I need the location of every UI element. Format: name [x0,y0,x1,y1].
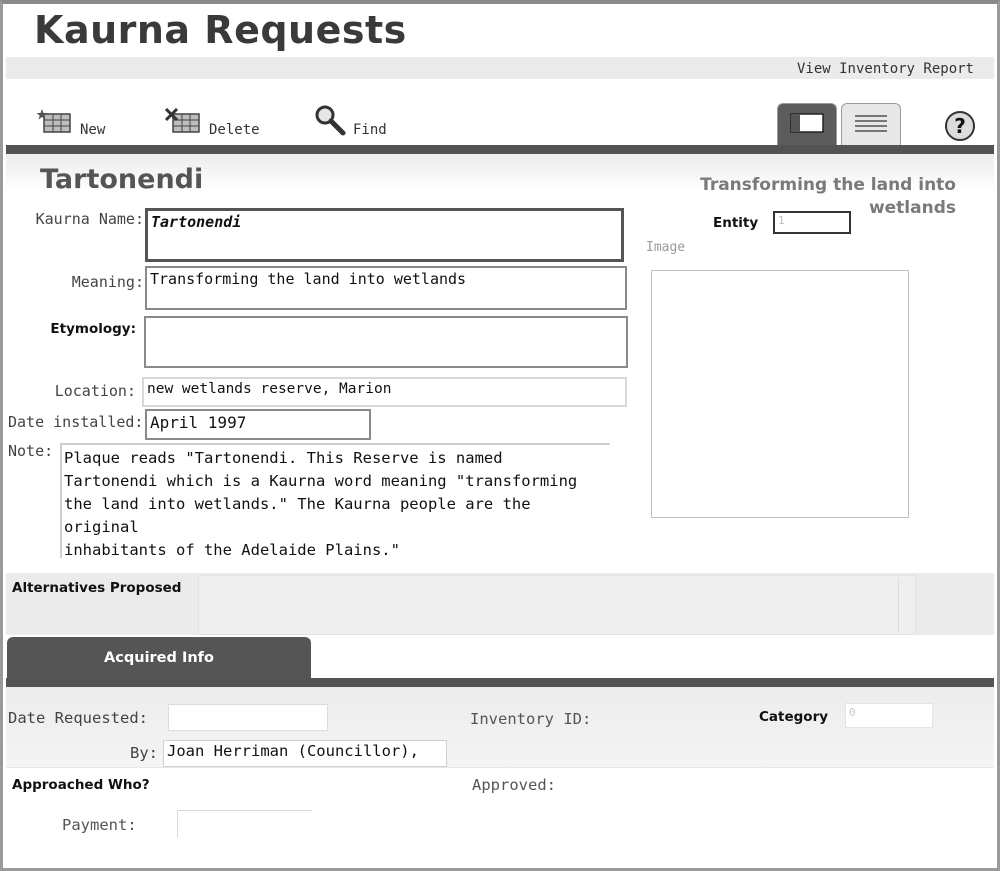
help-button[interactable] [944,110,976,142]
new-record-icon [36,108,74,140]
image-label: Image [646,240,686,255]
list-view-icon [854,113,888,137]
entity-label: Entity [713,215,759,231]
note-field[interactable]: Plaque reads "Tartonendi. This Reserve is named Tartonendi which is a Kaurna word meaning "transforming the land into wetlands." The Kaurna people are the original inhabitants of the Adelaide Plains." [60,443,610,558]
payment-field[interactable] [177,810,312,838]
form-view-icon [790,113,824,137]
image-container[interactable] [651,270,909,518]
location-label: Location: [54,382,136,400]
category-field[interactable]: 0 [845,703,933,728]
help-icon [944,110,976,142]
etymology-label: Etymology: [50,321,136,337]
category-label: Category [759,709,829,725]
find-button-label: Find [353,122,387,138]
form-view-tab[interactable] [777,103,837,145]
date-requested-label: Date Requested: [8,709,148,727]
entity-field[interactable]: 1 [773,211,851,234]
delete-button-label: Delete [209,122,260,138]
acquired-info-tab[interactable]: Acquired Info [7,637,311,678]
new-button-label: New [80,122,106,138]
delete-record-icon [165,108,203,140]
new-button[interactable] [36,100,105,140]
approved-label: Approved: [472,776,556,794]
record-title: Tartonendi [40,164,204,195]
delete-button[interactable] [165,100,260,140]
alternatives-scrollbar[interactable] [898,578,914,633]
alternatives-field[interactable] [198,575,916,635]
approached-who-label: Approached Who? [12,777,150,793]
date-installed-field[interactable]: April 1997 [145,409,371,440]
kaurna-name-label: Kaurna Name: [35,210,144,228]
view-inventory-report-link[interactable]: View Inventory Report [796,61,974,77]
acquired-band-bottom [6,767,994,768]
acquired-divider [6,678,994,687]
payment-label: Payment: [62,816,137,834]
inventory-id-label: Inventory ID: [470,710,592,728]
list-view-tab[interactable] [841,103,901,145]
date-requested-field[interactable] [168,704,328,731]
alternatives-label: Alternatives Proposed [12,580,182,596]
date-installed-label: Date installed: [8,413,144,431]
app-title: Kaurna Requests [34,8,407,52]
note-label: Note: [8,442,54,460]
kaurna-name-field[interactable]: Tartonendi [145,208,624,262]
meaning-field[interactable]: Transforming the land into wetlands [145,266,627,310]
find-button[interactable] [313,100,387,140]
meaning-label: Meaning: [71,273,144,291]
etymology-field[interactable] [144,316,628,368]
header-divider [6,145,994,154]
location-field[interactable]: new wetlands reserve, Marion [142,377,627,407]
help-glyph: ? [954,114,966,138]
meaning-heading: Transforming the land into wetlands [700,175,956,218]
by-label: By: [130,744,158,762]
by-field[interactable]: Joan Herriman (Councillor), [163,740,447,767]
magnifier-icon [313,104,347,140]
